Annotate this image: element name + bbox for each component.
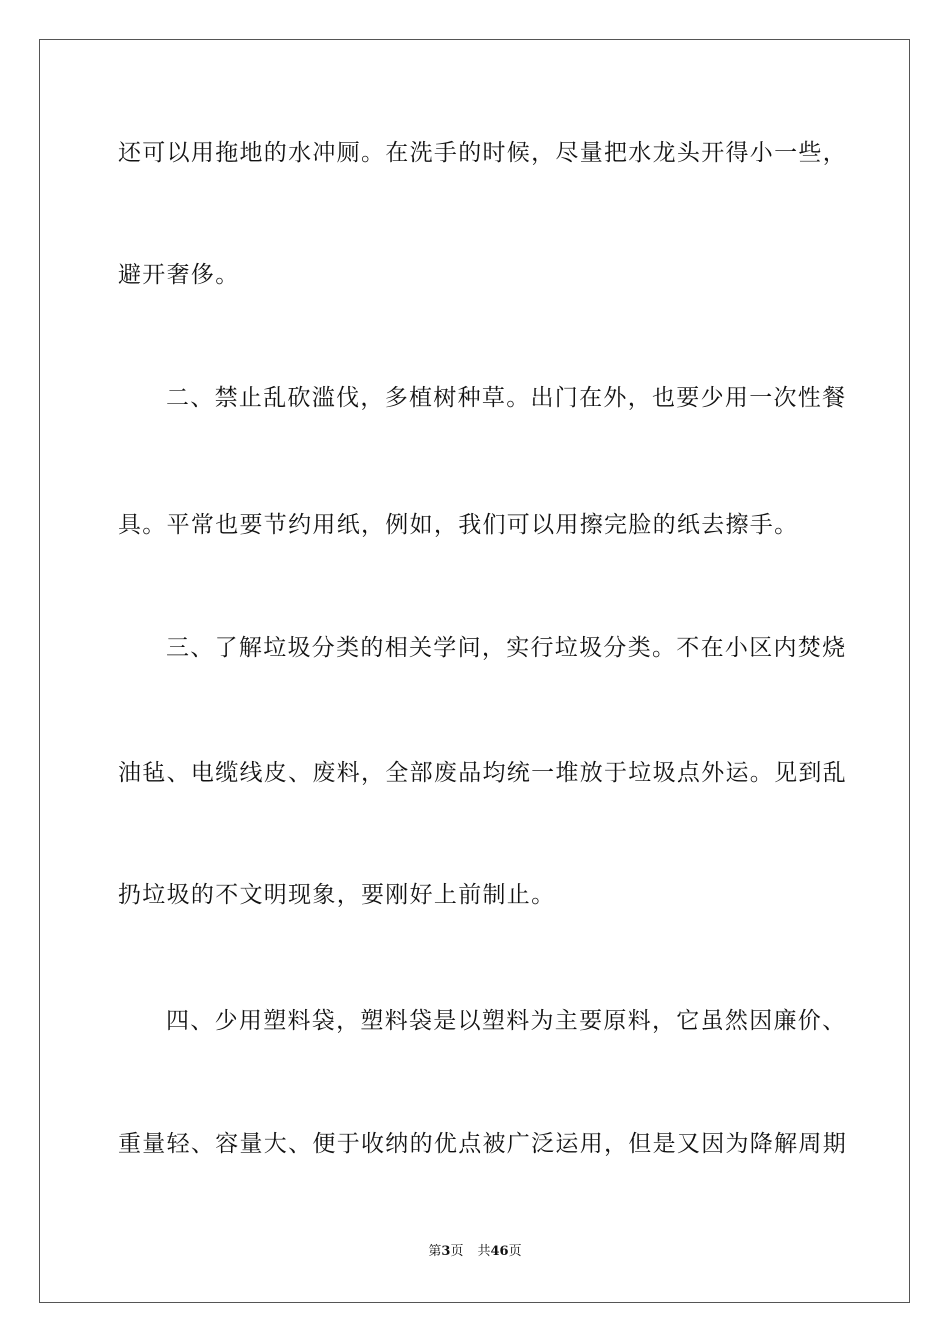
page-footer (0, 1243, 950, 1261)
page-frame (39, 39, 910, 1303)
footer-page-number: 3 (441, 1244, 451, 1259)
body-line-8: 四、少用塑料袋，塑料袋是以塑料为主要原料，它虽然因廉价、 (166, 1008, 847, 1034)
footer-total-number: 46 (490, 1244, 509, 1259)
body-line-6: 油毡、电缆线皮、废料，全部废品均统一堆放于垃圾点外运。见到乱 (118, 760, 847, 786)
body-line-4: 具。平常也要节约用纸，例如，我们可以用擦完脸的纸去擦手。 (118, 512, 799, 538)
body-line-3: 二、禁止乱砍滥伐，多植树种草。出门在外，也要少用一次性餐 (166, 385, 847, 411)
body-line-9: 重量轻、容量大、便于收纳的优点被广泛运用，但是又因为降解周期 (118, 1131, 847, 1157)
body-line-2: 避开奢侈。 (118, 262, 240, 288)
footer-total-suffix: 页 (508, 1244, 522, 1259)
body-line-1: 还可以用拖地的水冲厕。在洗手的时候，尽量把水龙头开得小一些， (118, 140, 847, 166)
body-line-7: 扔垃圾的不文明现象，要刚好上前制止。 (118, 882, 556, 908)
footer-total-prefix: 共 (477, 1244, 491, 1259)
footer-page-prefix: 第 (428, 1244, 442, 1259)
body-line-5: 三、了解垃圾分类的相关学问，实行垃圾分类。不在小区内焚烧 (166, 635, 847, 661)
footer-page-suffix: 页 (450, 1244, 464, 1259)
